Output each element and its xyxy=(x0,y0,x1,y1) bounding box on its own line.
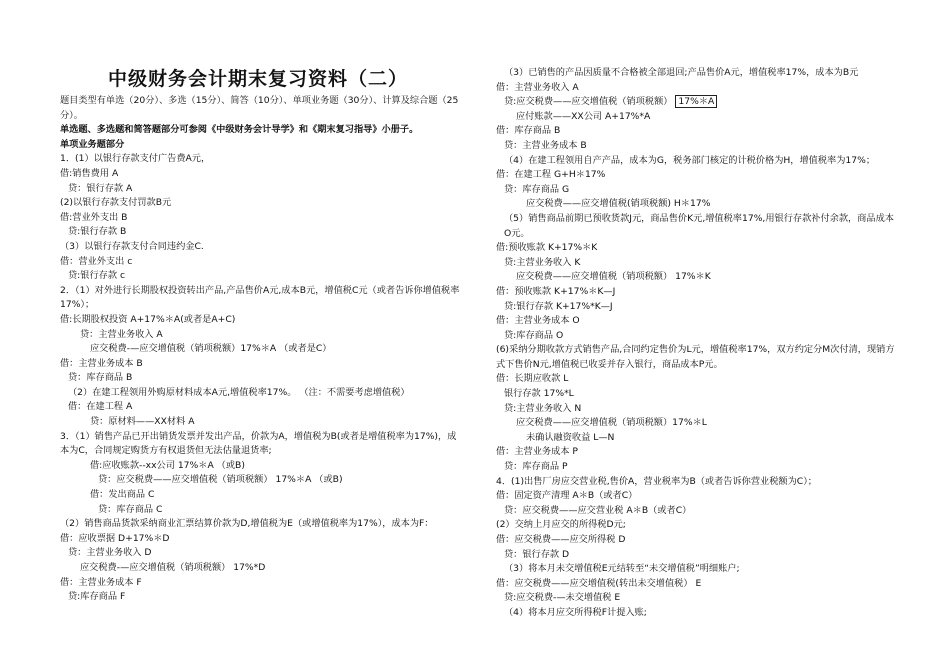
line-text: 2．（1）对外进行长期股权投资转出产品,产品售价A元,成本B元，增值税C元（或者告诉你增值税率17%）； xyxy=(60,284,460,311)
line-text: 贷:银行存款 c xyxy=(68,270,126,282)
text-line xyxy=(496,606,900,621)
line-text: （3）将本月未交增值税E元结转至“未交增值税”明细账户; xyxy=(504,563,740,575)
line-text: (2)以银行存款支付罚款B元 xyxy=(60,197,172,209)
text-line xyxy=(496,577,900,592)
line-text: 贷:库存商品 F xyxy=(68,591,126,603)
text-line xyxy=(496,212,900,241)
line-text: （3）以银行存款支付合同违约金C. xyxy=(60,240,204,252)
line-text: 单项业务题部分 xyxy=(60,138,125,150)
line-text: 借：长期应收款 L xyxy=(496,373,569,385)
text-line xyxy=(496,139,900,154)
right-column xyxy=(496,66,900,621)
line-text: 借：发出商品 C xyxy=(90,489,155,501)
text-line xyxy=(60,430,462,459)
line-text: 贷：主营业务收入 D xyxy=(68,547,152,559)
text-line xyxy=(60,473,462,488)
text-line xyxy=(496,445,900,460)
line-text: 借：主营业务成本 B xyxy=(60,357,143,369)
text-line xyxy=(60,386,462,401)
line-text: 应交税费-—应交增值税（销项税额）17%＊A （或者是C） xyxy=(90,343,332,355)
line-text: 借：预收账款 K+17%＊K—J xyxy=(496,285,616,297)
text-line xyxy=(60,123,462,138)
line-text: 借:应收账款--xx公司 17%＊A （或B) xyxy=(90,459,245,471)
line-text: （5）销售商品前期已预收货款J元，商品售价K元,增值税率17%,用银行存款补付余款，商品成本O元。 xyxy=(504,212,894,239)
line-text: 应交税费——应交增值税(销项税额) H＊17% xyxy=(526,198,711,210)
line-text: 借：主营业务成本 F xyxy=(60,576,142,588)
line-text: 4．(1)出售厂房应交营业税,售价A，营业税率为B（或者告诉你营业税额为C）； xyxy=(496,475,817,487)
text-line xyxy=(496,518,900,533)
text-line xyxy=(60,240,462,255)
line-text: 贷：原材料——XX材料 A xyxy=(90,416,195,428)
text-line xyxy=(496,489,900,504)
text-line xyxy=(496,66,900,81)
line-text: 贷:银行存款 B xyxy=(68,226,127,238)
line-text: 借：库存商品 B xyxy=(496,125,561,137)
text-line xyxy=(60,503,462,518)
text-line xyxy=(496,168,900,183)
line-text: 贷：银行存款 A xyxy=(68,182,133,194)
text-line xyxy=(496,95,900,110)
text-line xyxy=(496,329,900,344)
text-line xyxy=(496,110,900,125)
text-line xyxy=(60,94,462,123)
text-line xyxy=(60,488,462,503)
text-line xyxy=(60,138,462,153)
text-line xyxy=(60,546,462,561)
text-line xyxy=(496,343,900,372)
text-line xyxy=(60,211,462,226)
text-line xyxy=(60,196,462,211)
line-text: 贷:应交税费——应交增值税（销项税额） xyxy=(504,96,673,108)
line-text: 贷：库存商品 P xyxy=(504,461,568,473)
line-text: 借：应收票据 D+17%＊D xyxy=(60,532,170,544)
text-line xyxy=(60,313,462,328)
text-line xyxy=(60,371,462,386)
line-text: 贷：主营业务收入 A xyxy=(80,328,163,340)
line-text: 3．（1）销售产品已开出销货发票并发出产品，价款为A，增值税为B(或者是增值税率为17%)，成本为C，合同规定购货方有权退货但无法估量退货率; xyxy=(60,430,457,457)
line-text: 未确认融资收益 L—N xyxy=(526,431,615,443)
line-text: 贷：银行存款 D xyxy=(504,548,570,560)
line-text: 贷：应交税费——应交增值税（销项税额） 17%＊A （或B) xyxy=(98,474,343,486)
line-text: 借：主营业务成本 O xyxy=(496,315,580,327)
line-text: 借：在建工程 A xyxy=(68,401,133,413)
line-text: 贷：库存商品 G xyxy=(504,183,570,195)
text-line xyxy=(496,416,900,431)
text-line xyxy=(496,154,900,169)
line-text: 贷：主营业务成本 B xyxy=(504,139,587,151)
line-text: 题目类型有单选（20分）、多选（15分）、简答（10分）、单项业务题（30分）、计算及综合题（25分）。 xyxy=(60,95,459,121)
text-line xyxy=(496,504,900,519)
text-line xyxy=(496,285,900,300)
line-text: 贷:库存商品 O xyxy=(504,329,564,341)
line-text: 借：在建工程 G+H＊17% xyxy=(496,169,606,181)
line-text: （2）销售商品货款采纳商业汇票结算价款为D,增值税为E（或增值税率为17%），成本为F： xyxy=(60,518,434,530)
line-text: (2）交纳上月应交的所得税D元; xyxy=(496,519,626,531)
line-text: 借：应交税费——应交增值税(转出未交增值税） E xyxy=(496,577,702,589)
line-text: 应交税费——应交增值税（销项税额）17%＊L xyxy=(516,417,707,429)
text-line xyxy=(60,342,462,357)
line-text: 应付账款——XX公司 A+17%*A xyxy=(516,110,651,122)
text-line xyxy=(60,182,462,197)
text-line xyxy=(496,197,900,212)
line-text: 借：应交税费——应交所得税 D xyxy=(496,534,626,545)
page-title: 中级财务会计期末复习资料（二） xyxy=(108,68,409,90)
line-text: 借：主营业务收入 A xyxy=(496,81,579,93)
line-text: 借：营业外支出 c xyxy=(60,255,133,267)
line-text: 借：主营业务成本 P xyxy=(496,446,578,458)
text-line xyxy=(496,533,900,548)
line-text: (6)采纳分期收款方式销售产品,合同约定售价为L元，增值税率17%，双方约定分M次付清，现销方式下售价N元,增值税已收妥并存入银行，商品成本P元。 xyxy=(496,344,895,370)
line-text: 银行存款 17%*L xyxy=(504,388,574,400)
line-text: 应交税费-—应交增值税（销项税额） 17%*D xyxy=(80,562,266,573)
line-text: 贷:主营业务收入 N xyxy=(504,402,582,414)
text-line xyxy=(60,167,462,182)
line-text: 借:营业外支出 B xyxy=(60,211,128,223)
line-text: （4）在建工程领用自产产品，成本为G，税务部门核定的计税价格为H，增值税率为17%； xyxy=(504,154,876,166)
text-line xyxy=(60,532,462,547)
text-line xyxy=(60,152,462,167)
line-text: 单选题、多选题和简答题部分可参阅《中级财务会计导学》和《期末复习指导》小册子。 xyxy=(60,124,419,136)
text-line xyxy=(60,284,462,313)
text-line xyxy=(60,590,462,605)
line-text: 应交税费——应交增值税（销项税额） 17%＊K xyxy=(516,271,711,283)
line-text: 贷:主营业务收入 K xyxy=(504,256,581,268)
text-line xyxy=(496,256,900,271)
text-line xyxy=(60,415,462,430)
line-text: 借:长期股权投资 A+17%＊A(或者是A+C) xyxy=(60,313,236,325)
line-text: 贷:应交税费-—未交增值税 E xyxy=(504,592,621,604)
line-text: 借：固定资产清理 A＊B（或者C） xyxy=(496,490,638,502)
text-line xyxy=(496,183,900,198)
text-line xyxy=(496,548,900,563)
text-line xyxy=(496,300,900,315)
text-line xyxy=(496,372,900,387)
text-line xyxy=(496,475,900,490)
text-line xyxy=(496,562,900,577)
text-line xyxy=(496,591,900,606)
line-text: 贷：库存商品 C xyxy=(98,503,163,515)
text-line xyxy=(496,387,900,402)
text-line xyxy=(496,241,900,256)
text-line xyxy=(60,517,462,532)
line-text: （3）已销售的产品因质量不合格被全部退回;产品售价A元，增值税率17%，成本为B元 xyxy=(504,67,859,78)
text-line xyxy=(60,225,462,240)
boxed-amount: 17%＊A xyxy=(675,95,717,108)
line-text: （4）将本月应交所得税F计提入账; xyxy=(504,606,647,618)
text-line xyxy=(60,576,462,591)
text-line xyxy=(496,124,900,139)
text-line xyxy=(496,314,900,329)
line-text: 借:预收账款 K+17%＊K xyxy=(496,242,598,254)
text-line xyxy=(60,459,462,474)
text-line xyxy=(60,400,462,415)
text-line xyxy=(60,255,462,270)
line-text: 贷:银行存款 K+17%*K—J xyxy=(504,300,613,312)
left-column xyxy=(60,94,462,605)
line-text: 贷：库存商品 B xyxy=(68,372,133,384)
text-line xyxy=(60,328,462,343)
text-line xyxy=(496,402,900,417)
text-line xyxy=(496,460,900,475)
text-line xyxy=(496,81,900,96)
line-text: 1．(1）以银行存款支付广告费A元， xyxy=(60,153,211,165)
text-line xyxy=(496,431,900,446)
line-text: （2）在建工程领用外购原材料成本A元,增值税率17%。 （注：不需要考虑增值税） xyxy=(68,386,410,398)
text-line xyxy=(60,357,462,372)
line-text: 借:销售费用 A xyxy=(60,167,119,179)
text-line xyxy=(60,269,462,284)
text-line xyxy=(496,270,900,285)
line-text: 贷：应交税费——应交营业税 A＊B（或者C） xyxy=(504,504,692,516)
text-line xyxy=(60,561,462,576)
